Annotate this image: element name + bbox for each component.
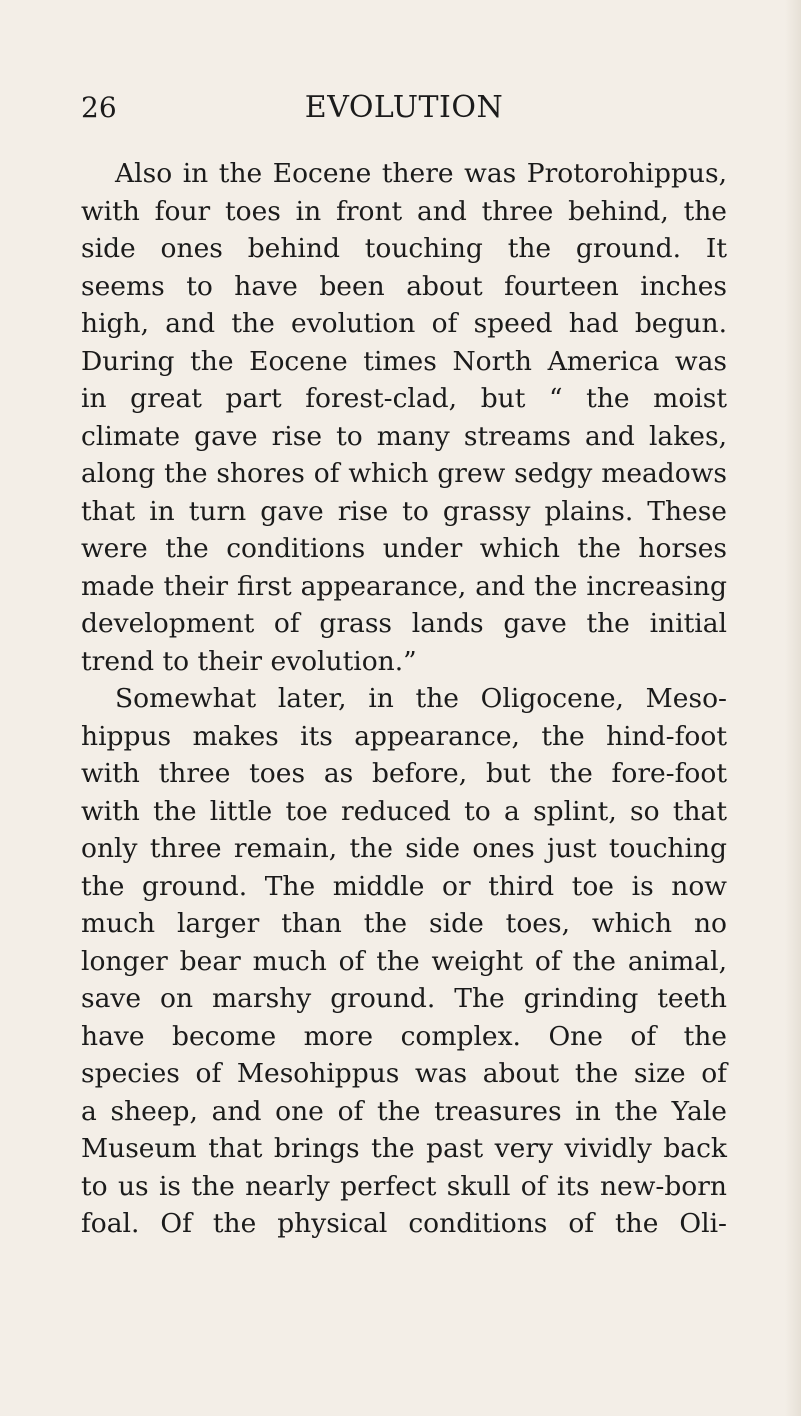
text-line: Museum that brings the past very vividly back: [81, 1133, 727, 1164]
text-line: with three toes as before, but the fore-foot: [81, 758, 727, 789]
text-line: save on marshy ground. The grinding teeth: [81, 983, 727, 1014]
text-line: along the shores of which grew sedgy meadows: [81, 458, 727, 489]
text-line: Somewhat later, in the Oligocene, Meso-: [115, 683, 727, 714]
text-line: climate gave rise to many streams and lakes,: [81, 420, 727, 452]
text-line: have become more complex. One of the: [81, 1020, 727, 1052]
text-line: to us is the nearly perfect skull of its new-born: [81, 1170, 727, 1202]
text-line: side ones behind touching the ground. It: [81, 233, 727, 264]
text-line: longer bear much of the weight of the animal,: [81, 945, 727, 977]
text-line: in great part forest-clad, but “ the moist: [81, 383, 727, 414]
text-line: development of grass lands gave the initial: [81, 608, 727, 639]
text-line: made their first appearance, and the increasing: [81, 570, 727, 602]
body-text: [81, 155, 727, 1243]
page-header: [81, 90, 727, 130]
text-line: species of Mesohippus was about the size of: [81, 1058, 727, 1089]
page-number: 26: [81, 91, 117, 124]
text-line: with the little toe reduced to a splint, so that: [81, 795, 727, 827]
text-line: During the Eocene times North America was: [81, 345, 727, 377]
text-line: trend to their evolution.”: [81, 645, 417, 677]
text-line: were the conditions under which the horses: [81, 533, 727, 564]
text-line: that in turn gave rise to grassy plains. These: [81, 495, 727, 527]
page-edge-shadow: [785, 0, 801, 1416]
text-line: much larger than the side toes, which no: [81, 908, 727, 939]
running-title: EVOLUTION: [304, 90, 504, 125]
text-line: with four toes in front and three behind, the: [81, 195, 727, 227]
text-line: a sheep, and one of the treasures in the Yale: [81, 1095, 727, 1127]
text-line: seems to have been about fourteen inches: [81, 270, 727, 302]
text-line: hippus makes its appearance, the hind-foot: [81, 720, 727, 752]
text-line: the ground. The middle or third toe is now: [81, 870, 727, 902]
text-line: Also in the Eocene there was Protorohippus,: [115, 158, 727, 189]
text-line: only three remain, the side ones just touching: [81, 833, 727, 864]
text-line: high, and the evolution of speed had begun.: [81, 308, 727, 339]
text-line: foal. Of the physical conditions of the Oli-: [81, 1208, 727, 1239]
